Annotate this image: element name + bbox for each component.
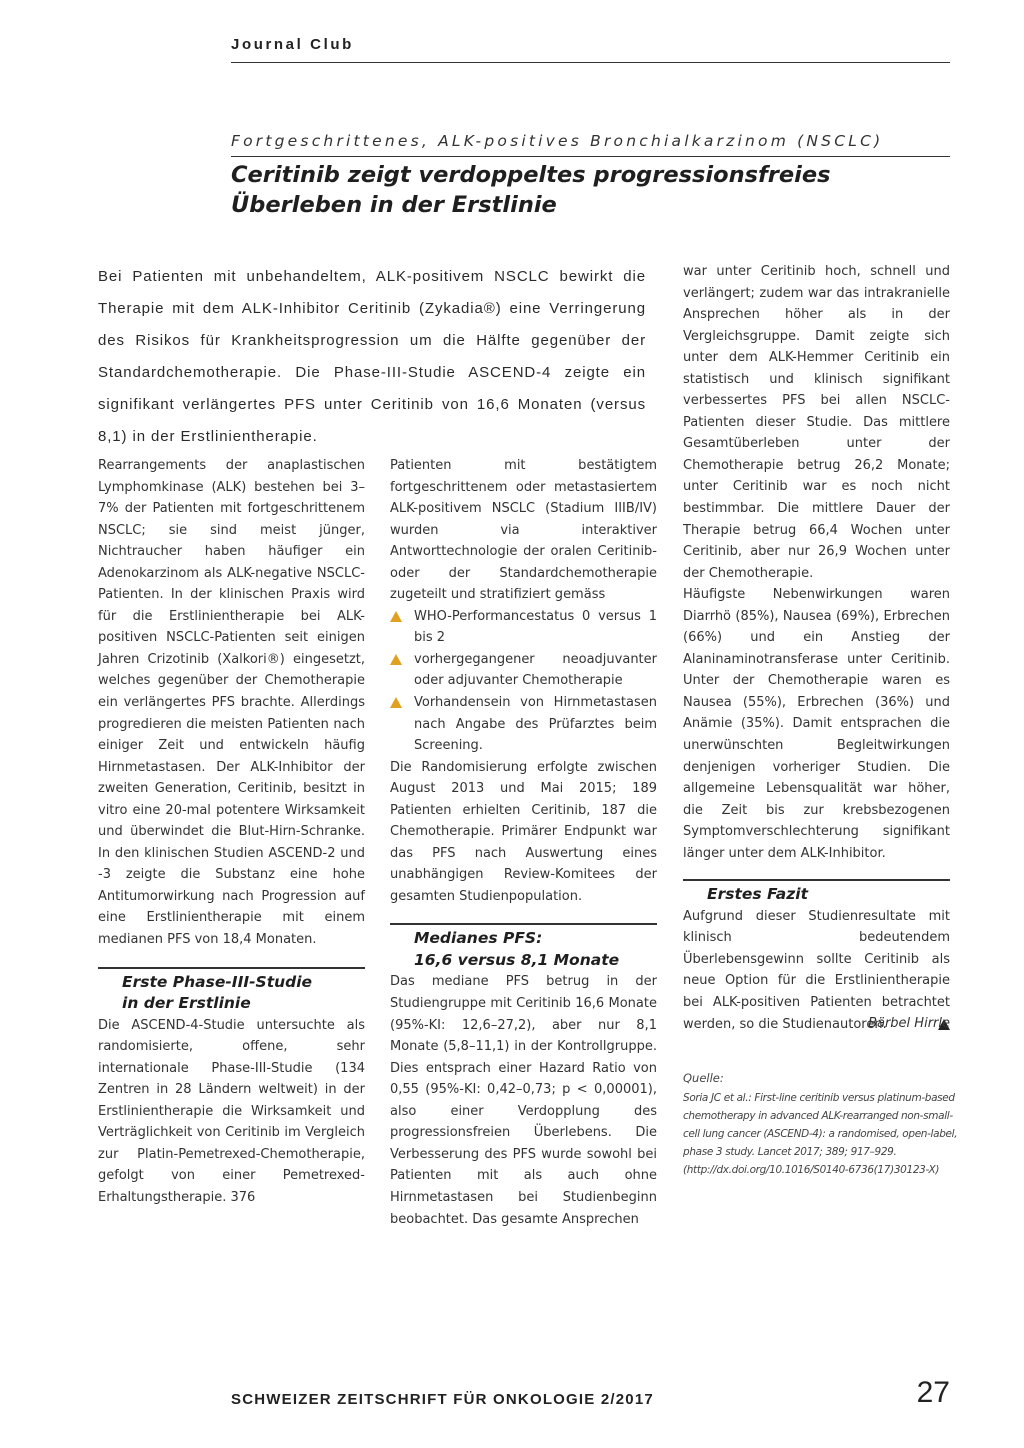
source-label: Quelle:	[683, 1071, 724, 1085]
article-lead: Bei Patienten mit unbehandeltem, ALK-positivem NSCLC bewirkt die Therapie mit dem ALK-Inhibitor Ceritinib (Zykadia®) eine Verringerung des Risikos für Krankheitsprogression um die Hälfte gegenüber der Standardchemotherapie. Die Phase-III-Studie ASCEND-4 zeigte ein signifikant verlängertes PFS unter Ceritinib von 16,6 Monaten (versus 8,1) in der Erstlinientherapie.	[98, 268, 646, 445]
col2-paragraph-3: Das mediane PFS betrug in der Studiengruppe mit Ceritinib 16,6 Monate (95%-KI: 12,6–27,2), aber nur 8,1 Monate (5,8–11,1) in der Kontrollgruppe. Dies entsprach einer Hazard Ratio von 0,55 (95%-KI: 0,42–0,73; p < 0,00001), also einer Verdopplung des progressionsfreien Überlebens. Die Verbesserung des PFS wurde sowohl bei Patienten mit als auch ohne Hirnmetastasen bei Studienbeginn beobachtet. Das gesamte Ansprechen	[390, 974, 657, 1227]
title-line-2: Überleben in der Erstlinie	[231, 192, 557, 218]
source-citation	[683, 1089, 958, 1179]
col3-paragraph-1: war unter Ceritinib hoch, schnell und verlängert; zudem war das intrakranielle Ansprechen höher als in der Vergleichsgruppe. Damit zeigte sich unter dem ALK-Hemmer Ceritinib ein statistisch und klinisch signifikant verbessertes PFS bei allen NSCLC-Patienten dieser Studie. Das mittlere Gesamtüberleben unter der Chemotherapie betrug 26,2 Monate; unter Ceritinib war es noch nicht bestimmbar. Die mittlere Dauer der Therapie betrug 66,4 Wochen unter Ceritinib, aber nur 26,9 Wochen unter der Chemotherapie.	[683, 264, 950, 581]
page-number: 27	[916, 1376, 950, 1409]
col2-bullet-list	[390, 606, 657, 757]
bullet-item: vorhergegangener neoadjuvanter oder adjuvanter Chemotherapie	[390, 649, 657, 692]
col2-paragraph-1: Patienten mit bestätigtem fortgeschrittenem oder metastasiertem ALK-positivem NSCLC (Stadium IIIB/IV) wurden via interaktiver Antworttechnologie der oralen Ceritinib- oder der Standardchemotherapie zugeteilt und stratifiziert gemäss	[390, 458, 657, 603]
article-kicker: Fortgeschrittenes, ALK-positives Bronchialkarzinom (NSCLC)	[231, 132, 884, 150]
source-line: chemotherapy in advanced ALK-rearranged non-small-	[683, 1110, 953, 1122]
col1-heading-line-1: Erste Phase-III-Studie	[122, 972, 313, 991]
col1-paragraph-1: Rearrangements der anaplastischen Lymphomkinase (ALK) bestehen bei 3–7% der Patienten mit fortgeschrittenem NSCLC; sie sind meist jünger, Nichtraucher haben häufiger ein Adenokarzinom als ALK-negative NSCLC-Patienten. In der klinischen Praxis wird für die Erstlinientherapie bei ALK-positiven NSCLC-Patienten seit einigen Jahren Crizotinib (Xalkori®) eingesetzt, welches gegenüber der Chemotherapie ein verlängertes PFS brachte. Allerdings progredieren die meisten Patienten nach einiger Zeit und entwickeln häufig Hirnmetastasen. Der ALK-Inhibitor der zweiten Generation, Ceritinib, besitzt in vitro eine 20-mal potentere Wirksamkeit und überwindet die Blut-Hirn-Schranke. In den klinischen Studien ASCEND-2 und -3 zeigte die Substanz eine hohe Antitumorwirkung nach Progression auf eine Erstlinientherapie mit einem medianen PFS von 18,4 Monaten.	[98, 458, 365, 948]
source-line: Soria JC et al.: First-line ceritinib versus platinum-based	[683, 1092, 955, 1104]
triangle-bullet-icon	[390, 697, 402, 708]
col2-heading-line-1: Medianes PFS:	[414, 929, 543, 948]
column-2	[390, 455, 657, 1230]
triangle-bullet-icon	[390, 611, 402, 622]
bullet-item: WHO-Performancestatus 0 versus 1 bis 2	[390, 606, 657, 649]
column-1	[98, 455, 365, 1209]
col3-paragraph-3: Aufgrund dieser Studienresultate mit klinisch bedeutendem Überlebensgewinn sollte Ceritinib als neue Option für die Erstlinientherapie bei ALK-positiven Patienten betrachtet werden, so die Studienautoren.	[683, 908, 950, 1032]
col3-paragraph-2: Häufigste Nebenwirkungen waren Diarrhö (85%), Nausea (69%), Erbrechen (66%) und ein Anstieg der Alaninaminotransferase unter Ceritinib. Unter der Chemotherapie waren es Nausea (55%), Erbrechen (36%) und Anämie (35%). Damit entsprachen die unerwünschten Begleitwirkungen denjenigen vorheriger Studien. Die allgemeine Lebensqualität war höher, die Zeit bis zur krebsbezogenen Symptomverschlechterung signifikant länger unter dem ALK-Inhibitor.	[683, 587, 950, 861]
col1-heading-line-2: in der Erstlinie	[122, 994, 251, 1013]
col1-paragraph-2: Die ASCEND-4-Studie untersuchte als randomisierte, offene, sehr internationale Phase-III-Studie (134 Zentren in 28 Ländern weltweit) in der Erstlinientherapie die Wirksamkeit und Verträglichkeit von Ceritinib im Vergleich zur Platin-Pemetrexed-Chemotherapie, gefolgt von einer Pemetrexed-Erhaltungstherapie. 376	[98, 1017, 365, 1205]
footer-journal-name: SCHWEIZER ZEITSCHRIFT FÜR ONKOLOGIE 2/2017	[231, 1391, 654, 1408]
source-line: cell lung cancer (ASCEND-4): a randomised, open-label,	[683, 1128, 958, 1140]
col3-heading: Erstes Fazit	[707, 885, 809, 904]
triangle-bullet-icon	[390, 654, 402, 665]
section-label: Journal Club	[231, 36, 354, 53]
article-title	[231, 160, 950, 220]
col2-paragraph-2: Die Randomisierung erfolgte zwischen August 2013 und Mai 2015; 189 Patienten erhielten Ceritinib, 187 die Chemotherapie. Primärer Endpunkt war das PFS nach Auswertung eines unabhängigen Review-Komitees der gesamten Studienpopulation.	[390, 759, 657, 904]
header-rule	[231, 62, 950, 63]
bullet-item: Vorhandensein von Hirnmetastasen nach Angabe des Prüfarztes beim Screening.	[390, 692, 657, 757]
column-3	[683, 261, 950, 1035]
title-line-1: Ceritinib zeigt verdoppeltes progressionsfreies	[231, 162, 831, 188]
source-line: phase 3 study. Lancet 2017; 389; 917–929.	[683, 1146, 897, 1158]
source-line: (http://dx.doi.org/10.1016/S0140-6736(17)30123-X)	[683, 1164, 940, 1176]
author-name: Bärbel Hirrle	[868, 1016, 950, 1031]
kicker-rule	[231, 156, 950, 157]
col2-heading-line-2: 16,6 versus 8,1 Monate	[414, 950, 620, 969]
